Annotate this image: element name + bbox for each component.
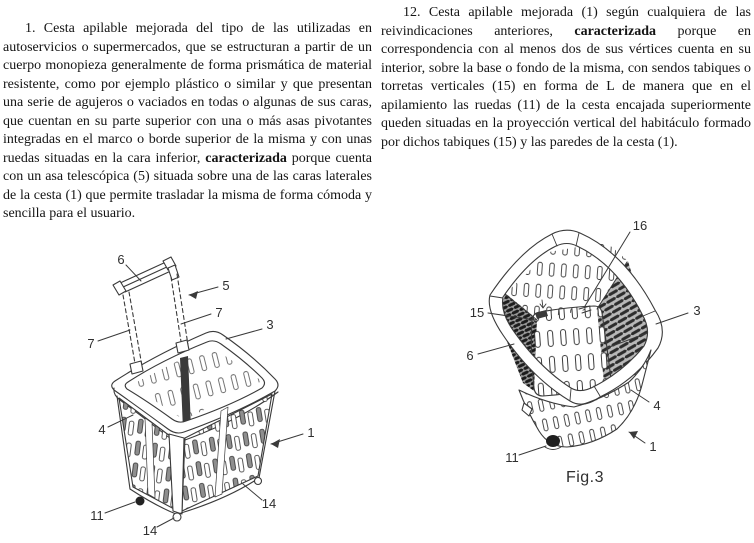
tube-block-right: [176, 340, 189, 353]
ref-number-1: 1: [307, 425, 315, 440]
arrowhead-5: [189, 291, 198, 299]
ref-number-16: 16: [632, 218, 648, 233]
wheel-fig3: [546, 435, 560, 447]
wheel-fig3-arc: [545, 447, 561, 450]
wheel-right: [255, 478, 262, 485]
ref-number-7-right: 7: [215, 305, 223, 320]
ref-number-6: 6: [117, 252, 125, 267]
claim-12-text-start: 12. Cesta apilable mejorada (1) según cualquiera de las reivindicaciones anteriores,: [381, 5, 751, 39]
figure-basket-telescopic-handle: [98, 257, 303, 527]
ref-number-1-fig3: 1: [649, 439, 657, 454]
claim-1-text-start: 1. Cesta apilable mejorada del tipo de las utilizadas en autoservicios o supermercados, que se estructuran a partir de un cuerpo monopieza generalmente de forma prismática de material resistente, como por ejemplo plástico o similar y que presentan una serie de agujeros o vaciados en todas o algunas de sus caras, que cuentan en su parte superior con una o más asas pivotantes integradas en el marco o borde superior de la misma y con unas ruedas situadas en la cara inferior,: [3, 21, 372, 166]
arrowhead-1-left: [271, 439, 280, 448]
ref-number-3-fig3: 3: [693, 303, 701, 318]
claim-12-text-end: porque en correspondencia con al menos dos de sus vértices cuenta en su interior, sobre la base o fondo de la misma, con sendos tabiques o torretas verticales (15) en forma de L de manera que en el apilamiento las ruedas (11) de la cesta encajada superiormente queden situadas en la proyección vertical del habitáculo formado por dichos tabiques (15) y las paredes de la cesta (1).: [381, 23, 751, 150]
ref-number-4-fig3: 4: [653, 398, 661, 413]
tube-block-left: [130, 361, 143, 374]
ref-number-11: 11: [90, 508, 104, 523]
telescopic-handle: [113, 257, 189, 374]
basket-floor: [531, 306, 611, 396]
claim-1-bold-word: caracterizada: [205, 150, 287, 166]
ref-number-4: 4: [98, 422, 106, 437]
ref-number-5: 5: [222, 278, 230, 293]
ref-number-6-fig3: 6: [466, 348, 474, 363]
ref-number-7-left: 7: [87, 336, 95, 351]
claim-1-text-end: porque cuenta con un asa telescópica (5) situada sobre una de las caras laterales de la cesta (1) que permite trasladar la misma de forma cómoda y sencilla para el usuario.: [3, 150, 372, 221]
ref-number-14-right: 14: [261, 496, 277, 511]
handle-grip-line: [121, 266, 169, 288]
ref-number-15: 15: [469, 305, 485, 320]
wheel-left: [136, 497, 145, 506]
ref-number-3: 3: [266, 317, 274, 332]
ref-number-14-bottom: 14: [142, 523, 158, 538]
ref-number-11-fig3: 11: [505, 450, 519, 465]
claim-12-bold-word: caracterizada: [574, 23, 656, 39]
wheel-front: [173, 513, 181, 521]
figure-3-caption: Fig.3: [565, 469, 605, 486]
figure-basket-top-view: [478, 230, 688, 455]
